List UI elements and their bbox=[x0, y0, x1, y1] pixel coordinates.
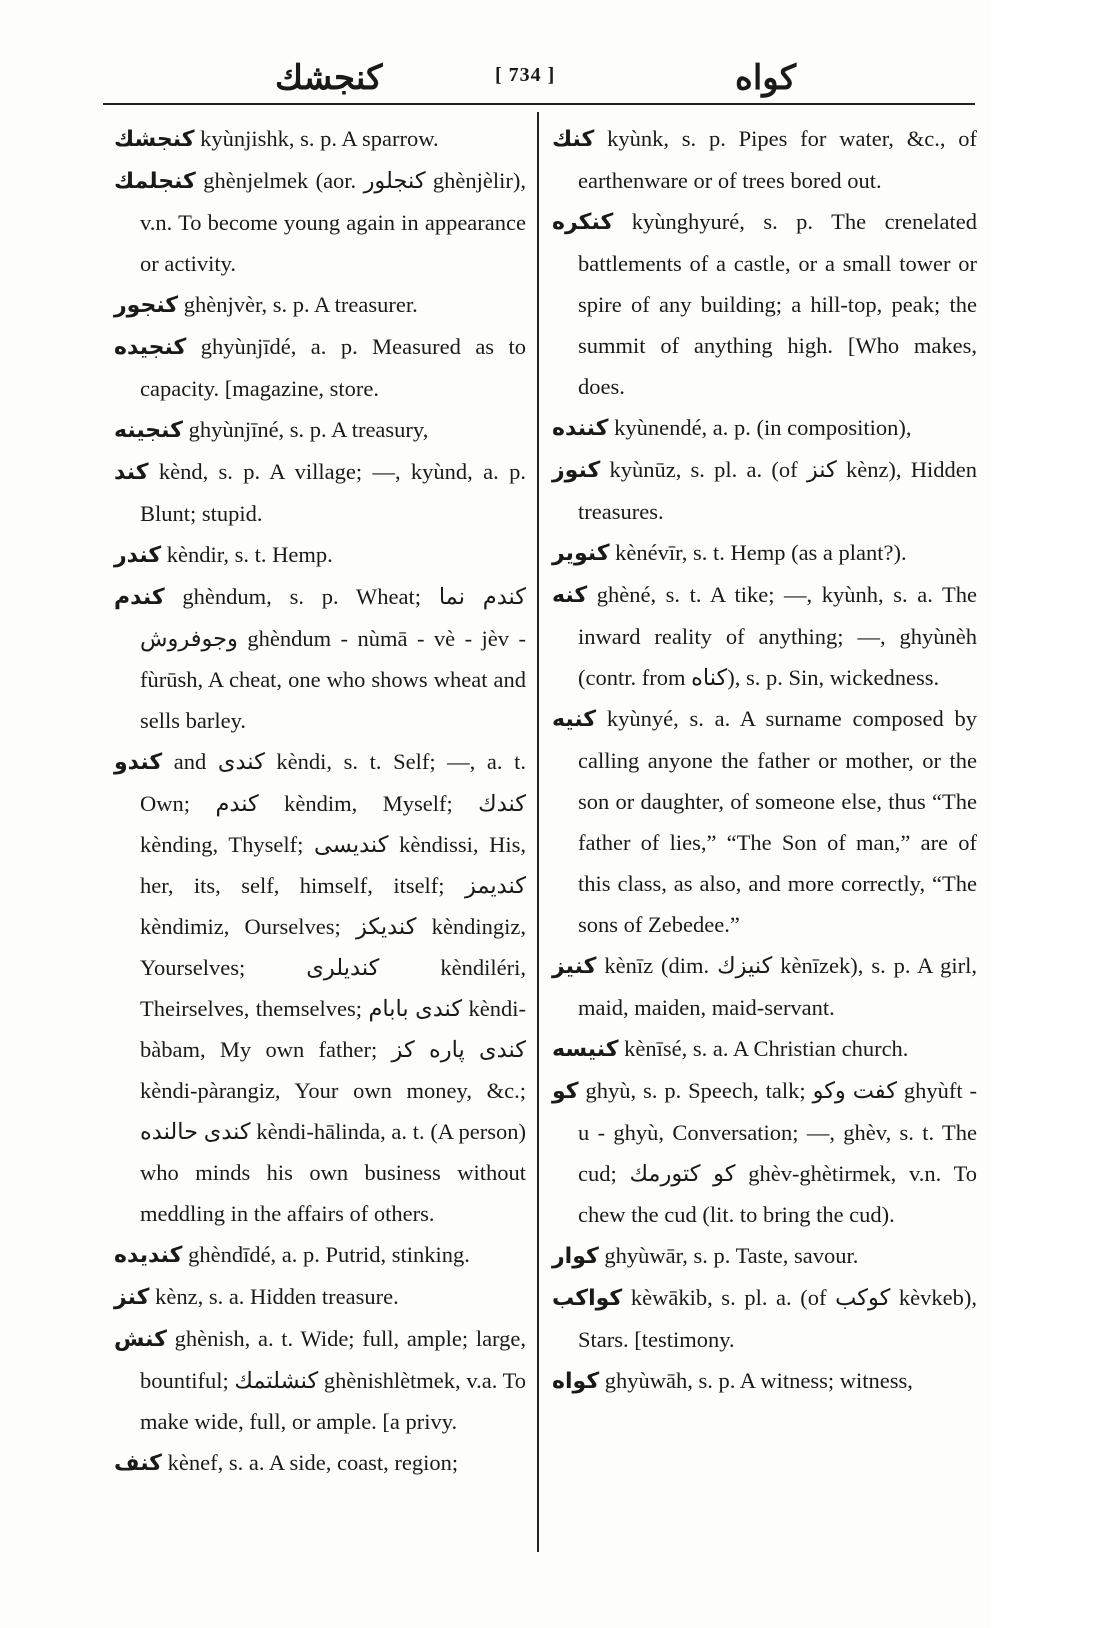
entry-definition: ghèné, s. t. A tike; —, kyùnh, s. a. The inward reality of anything; —, ghyùnèh (contr. from كناه), s. p. Sin, wickedness. bbox=[578, 582, 977, 690]
entry-headword-arabic: كندم bbox=[114, 585, 165, 610]
entry-definition: ghyù, s. p. Speech, talk; كفت وكو ghyùft - u - ghyù, Conversation; —, ghèv, s. t. The cud; كو كتورمك ghèv-ghètirmek, v.n. To chew the cud (lit. to bring the cud). bbox=[578, 1078, 977, 1227]
dictionary-entry bbox=[114, 118, 526, 160]
dictionary-entry bbox=[552, 201, 977, 407]
entry-headword-arabic: كو bbox=[552, 1079, 579, 1104]
entry-definition: ghènjvèr, s. p. A treasurer. bbox=[183, 292, 418, 317]
entry-definition: kyùnk, s. p. Pipes for water, &c., of earthenware or of trees bored out. bbox=[578, 126, 978, 193]
entry-headword-arabic: كنجور bbox=[114, 293, 179, 318]
page-number: [ 734 ] bbox=[495, 64, 556, 86]
dictionary-entry bbox=[552, 449, 977, 532]
entry-headword-arabic: كنيه bbox=[552, 707, 597, 732]
page-margin bbox=[990, 0, 1115, 1628]
entry-definition: ghyùwāh, s. p. A witness; witness, bbox=[604, 1368, 913, 1393]
dictionary-entry bbox=[552, 1235, 977, 1277]
entry-headword-arabic: كواكب bbox=[552, 1286, 623, 1311]
entry-headword-arabic: كنش bbox=[114, 1327, 167, 1352]
entry-definition: ghènjelmek (aor. كنجلور ghènjèlir), v.n. To become young again in appearance or activity. bbox=[140, 168, 526, 276]
entry-definition: kènīsé, s. a. A Christian church. bbox=[624, 1036, 909, 1061]
entry-definition: kènévīr, s. t. Hemp (as a plant?). bbox=[615, 540, 907, 565]
entry-headword-arabic: كنز bbox=[114, 1285, 150, 1310]
dictionary-entry bbox=[114, 576, 526, 741]
entry-definition: ghyùnjīdé, a. p. Measured as to capacity. [magazine, store. bbox=[140, 334, 526, 401]
entry-headword-arabic: كندر bbox=[114, 543, 162, 568]
dictionary-entry bbox=[114, 1276, 526, 1318]
dictionary-entry bbox=[114, 160, 526, 284]
header-rule bbox=[103, 103, 975, 105]
column-divider bbox=[537, 112, 539, 1552]
entry-headword-arabic: كنيز bbox=[552, 954, 597, 979]
dictionary-entry bbox=[552, 407, 977, 449]
page-header bbox=[105, 58, 975, 98]
entry-definition: kyùnyé, s. a. A surname composed by calling anyone the father or mother, or the son or daughter, of someone else, thus “The father of lies,” “The Son of man,” are of this class, as also, and more correctly, “The sons of Zebedee.” bbox=[578, 706, 978, 937]
dictionary-entry bbox=[552, 698, 977, 945]
right-column bbox=[552, 118, 977, 1402]
entry-headword-arabic: كنف bbox=[114, 1451, 162, 1476]
entry-definition: and كندى kèndi, s. t. Self; —, a. t. Own; كندم kèndim, Myself; كندك kènding, Thyself; كنديسى kèndissi, His, her, its, self, himself, itself; كنديمز kèndimiz, Ourselves; كنديكز kèndingiz, Yourselves; كنديلرى kèndiléri, Theirselves, themselves; كندى بابام kèndi-bàbam, My own father; كندى پاره كز kèndi-pàrangiz, Your own money, &c.; كندى حالنده kèndi-hālinda, a. t. (A person) who minds his own business without meddling in the affairs of others. bbox=[140, 749, 527, 1226]
dictionary-entry bbox=[552, 118, 977, 201]
entry-headword-arabic: كنك bbox=[552, 127, 595, 152]
entry-headword-arabic: كننده bbox=[552, 416, 609, 441]
entry-definition: kyùnendé, a. p. (in composition), bbox=[614, 415, 912, 440]
entry-definition: kènd, s. p. A village; —, kyùnd, a. p. Blunt; stupid. bbox=[140, 459, 526, 526]
entry-definition: kèndir, s. t. Hemp. bbox=[166, 542, 333, 567]
entry-headword-arabic: كنجينه bbox=[114, 418, 183, 443]
entry-definition: kèwākib, s. pl. a. (of كوكب kèvkeb), Stars. [testimony. bbox=[578, 1285, 978, 1352]
dictionary-entry bbox=[552, 1360, 977, 1402]
entry-headword-arabic: كوار bbox=[552, 1244, 599, 1269]
entry-headword-arabic: كنكره bbox=[552, 210, 614, 235]
entry-definition: kyùnūz, s. pl. a. (of كنز kènz), Hidden treasures. bbox=[578, 457, 978, 524]
entry-headword-arabic: كنجلمك bbox=[114, 169, 196, 194]
dictionary-entry bbox=[114, 326, 526, 409]
header-left-catchword: كنجشك bbox=[275, 60, 383, 97]
entry-definition: kènīz (dim. كنيزك kènīzek), s. p. A girl, maid, maiden, maid-servant. bbox=[578, 953, 977, 1020]
dictionary-entry bbox=[114, 534, 526, 576]
entry-definition: ghèndīdé, a. p. Putrid, stinking. bbox=[188, 1242, 470, 1267]
dictionary-entry bbox=[552, 532, 977, 574]
dictionary-entry bbox=[114, 1442, 526, 1484]
entry-headword-arabic: كنديده bbox=[114, 1243, 183, 1268]
entry-headword-arabic: كند bbox=[114, 460, 149, 485]
dictionary-entry bbox=[114, 1318, 526, 1442]
dictionary-entry bbox=[552, 574, 977, 698]
dictionary-entry bbox=[114, 1234, 526, 1276]
dictionary-entry bbox=[552, 1070, 977, 1235]
entry-headword-arabic: كنيسه bbox=[552, 1037, 619, 1062]
entry-headword-arabic: كنه bbox=[552, 583, 588, 608]
dictionary-entry bbox=[552, 945, 977, 1028]
dictionary-entry bbox=[114, 741, 526, 1234]
entry-definition: ghyùnjīné, s. p. A treasury, bbox=[188, 417, 429, 442]
entry-definition: ghènish, a. t. Wide; full, ample; large, bountiful; كنشلتمك ghènishlètmek, v.a. To make wide, full, or ample. [a privy. bbox=[140, 1326, 527, 1434]
entry-headword-arabic: كنجيده bbox=[114, 335, 187, 360]
dictionary-entry bbox=[114, 409, 526, 451]
entry-definition: ghyùwār, s. p. Taste, savour. bbox=[604, 1243, 859, 1268]
dictionary-entry bbox=[552, 1277, 977, 1360]
entry-headword-arabic: كنوير bbox=[552, 541, 610, 566]
entry-definition: kyùnghyuré, s. p. The crenelated battlements of a castle, or a small tower or spire of any building; a hill-top, peak; the summit of anything high. [Who makes, does. bbox=[578, 209, 977, 399]
entry-headword-arabic: كواه bbox=[552, 1369, 600, 1394]
entry-definition: ghèndum, s. p. Wheat; كندم نما وجوفروش ghèndum - nùmā - vè - jèv - fùrūsh, A cheat, one who shows wheat and sells barley. bbox=[140, 584, 527, 733]
dictionary-entry bbox=[114, 284, 526, 326]
left-column bbox=[114, 118, 526, 1484]
entry-headword-arabic: كنوز bbox=[552, 458, 601, 483]
entry-headword-arabic: كندو bbox=[114, 750, 163, 775]
dictionary-entry bbox=[552, 1028, 977, 1070]
entry-definition: kyùnjishk, s. p. A sparrow. bbox=[200, 126, 439, 151]
header-right-catchword: كواه bbox=[735, 60, 797, 97]
entry-definition: kènef, s. a. A side, coast, region; bbox=[167, 1450, 459, 1475]
entry-definition: kènz, s. a. Hidden treasure. bbox=[155, 1284, 399, 1309]
dictionary-entry bbox=[114, 451, 526, 534]
entry-headword-arabic: كنجشك bbox=[114, 127, 195, 152]
